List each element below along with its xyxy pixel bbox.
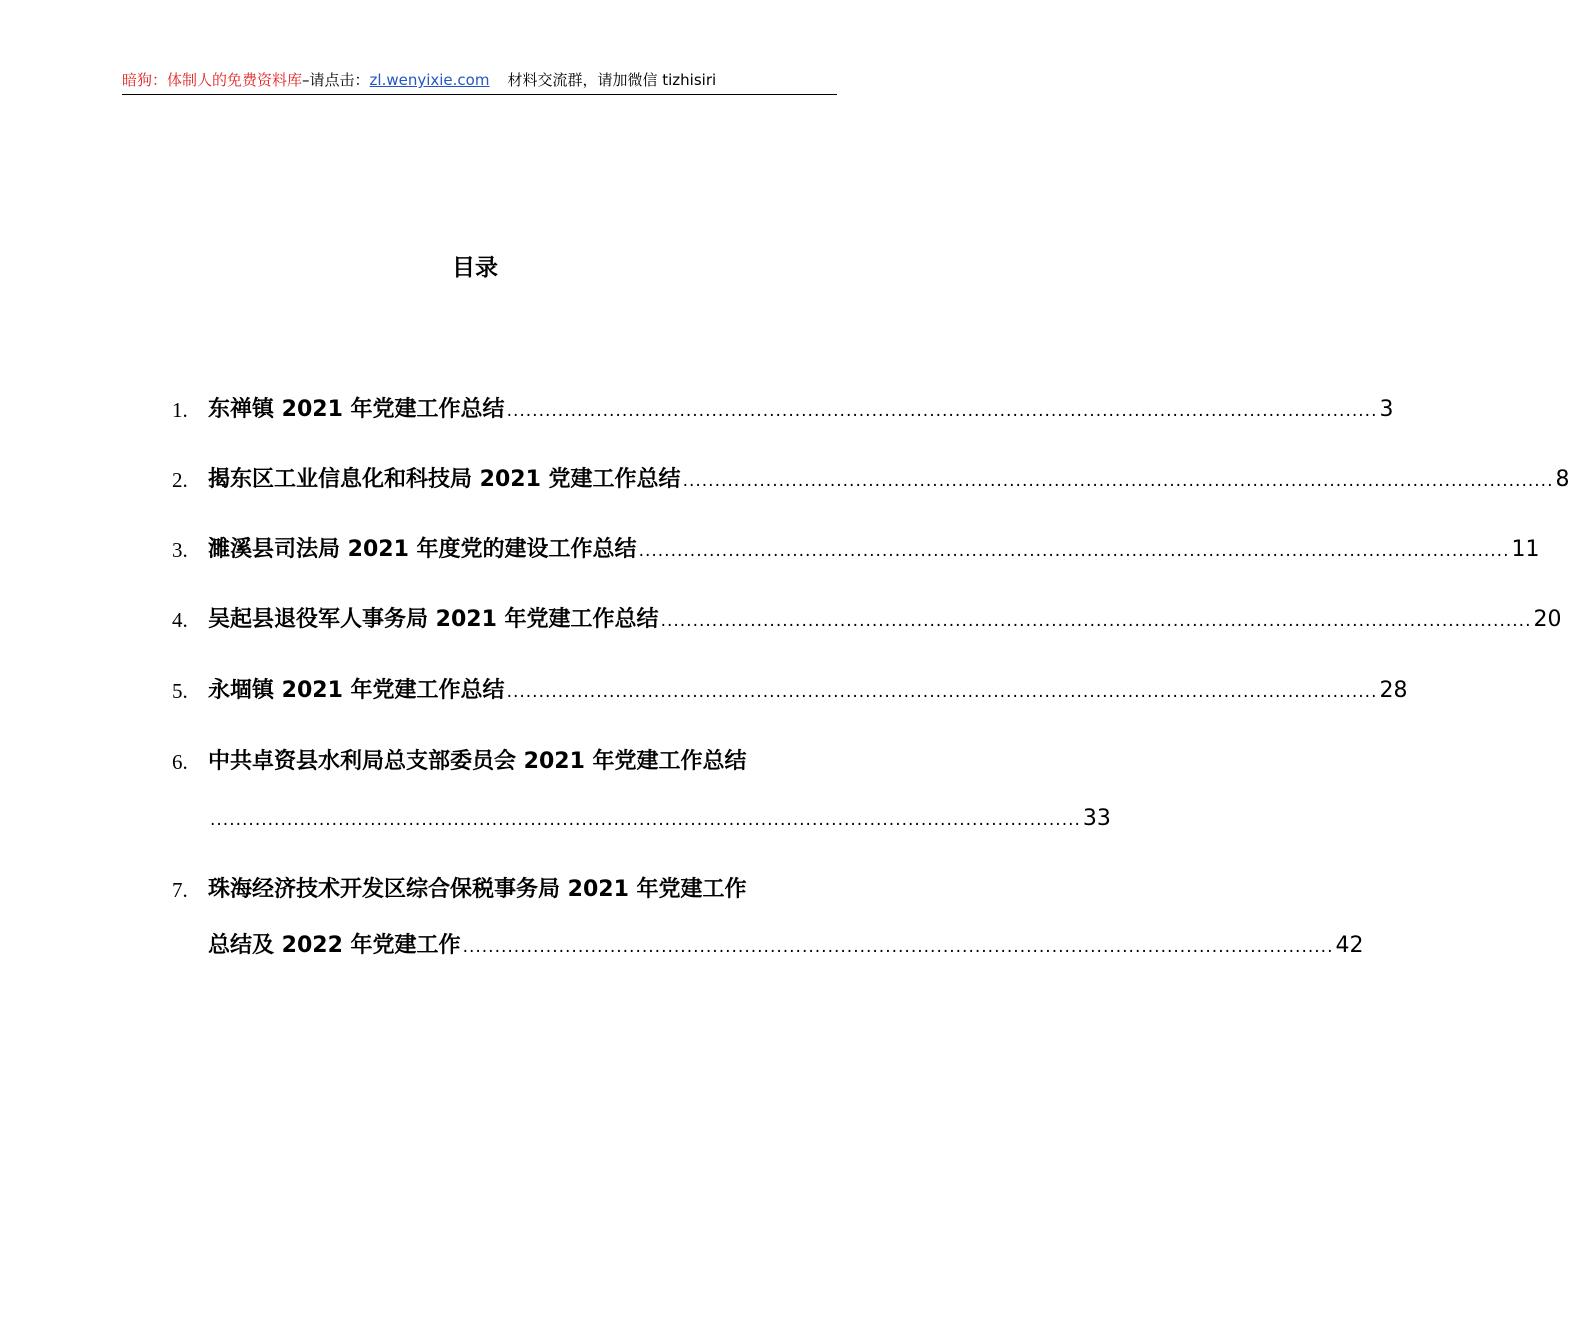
- header-click-prompt: –请点击：: [302, 71, 370, 89]
- toc-entry-page: 8: [1555, 467, 1569, 492]
- toc-entry-title: 中共卓资县水利局总支部委员会 2021 年党建工作总结: [208, 749, 747, 774]
- toc-entry-title: 东禅镇 2021 年党建工作总结: [208, 397, 505, 422]
- toc-entry-7-continuation[interactable]: [172, 928, 1364, 964]
- toc-entry-number: 4.: [172, 608, 188, 632]
- toc-entry-number: 2.: [172, 468, 188, 492]
- toc-leader-dots: ........................................................................................................................................: [506, 682, 1378, 702]
- toc-entry-title-continued: 总结及 2022 年党建工作: [208, 933, 461, 958]
- toc-entry-number: 7.: [172, 878, 188, 902]
- toc-entry-title: 珠海经济技术开发区综合保税事务局 2021 年党建工作: [208, 877, 747, 902]
- toc-entry-title: 永堌镇 2021 年党建工作总结: [208, 678, 505, 703]
- toc-leader-dots: ........................................................................................................................................: [462, 937, 1334, 957]
- toc-entry-page: 3: [1379, 397, 1394, 422]
- toc-entry-number: 3.: [172, 538, 188, 562]
- toc-entry-4[interactable]: [172, 602, 1562, 638]
- toc-leader-dots: ........................................................................................................................................: [638, 541, 1510, 561]
- toc-entry-page: 11: [1511, 537, 1540, 562]
- toc-entry-1[interactable]: [172, 392, 1394, 428]
- toc-entry-5[interactable]: [172, 673, 1408, 709]
- toc-entry-number: 6.: [172, 750, 188, 774]
- header-wechat-note: 材料交流群，请加微信 tizhisiri: [507, 71, 717, 89]
- page-header: [122, 66, 837, 95]
- header-site-name: 暗狗：体制人的免费资料库: [122, 71, 303, 89]
- toc-entry-page: 28: [1379, 678, 1408, 703]
- toc-entry-page: 33: [1082, 806, 1111, 831]
- toc-leader-dots: ........................................................................................................................................: [210, 810, 1081, 830]
- toc-entry-7[interactable]: [172, 872, 838, 908]
- toc-entry-page: 42: [1335, 933, 1364, 958]
- header-url-link[interactable]: zl.wenyixie.com: [369, 71, 490, 89]
- toc-entry-number: 1.: [172, 398, 188, 422]
- toc-entry-page: 20: [1533, 607, 1562, 632]
- toc-entry-title: 吴起县退役军人事务局 2021 年党建工作总结: [208, 607, 659, 632]
- toc-entry-2[interactable]: [172, 462, 1569, 498]
- toc-leader-dots: ........................................................................................................................................: [682, 471, 1554, 491]
- toc-entry-number: 5.: [172, 679, 188, 703]
- toc-entry-title: 濉溪县司法局 2021 年度党的建设工作总结: [208, 537, 637, 562]
- toc-entry-6[interactable]: [172, 744, 838, 780]
- toc-leader-dots: ........................................................................................................................................: [506, 401, 1378, 421]
- toc-leader-dots: ........................................................................................................................................: [660, 611, 1532, 631]
- toc-entry-3[interactable]: [172, 532, 1540, 568]
- toc-title: 目录: [452, 255, 498, 281]
- toc-entry-6-continuation[interactable]: [172, 801, 1111, 837]
- toc-entry-title: 揭东区工业信息化和科技局 2021 党建工作总结: [208, 467, 681, 492]
